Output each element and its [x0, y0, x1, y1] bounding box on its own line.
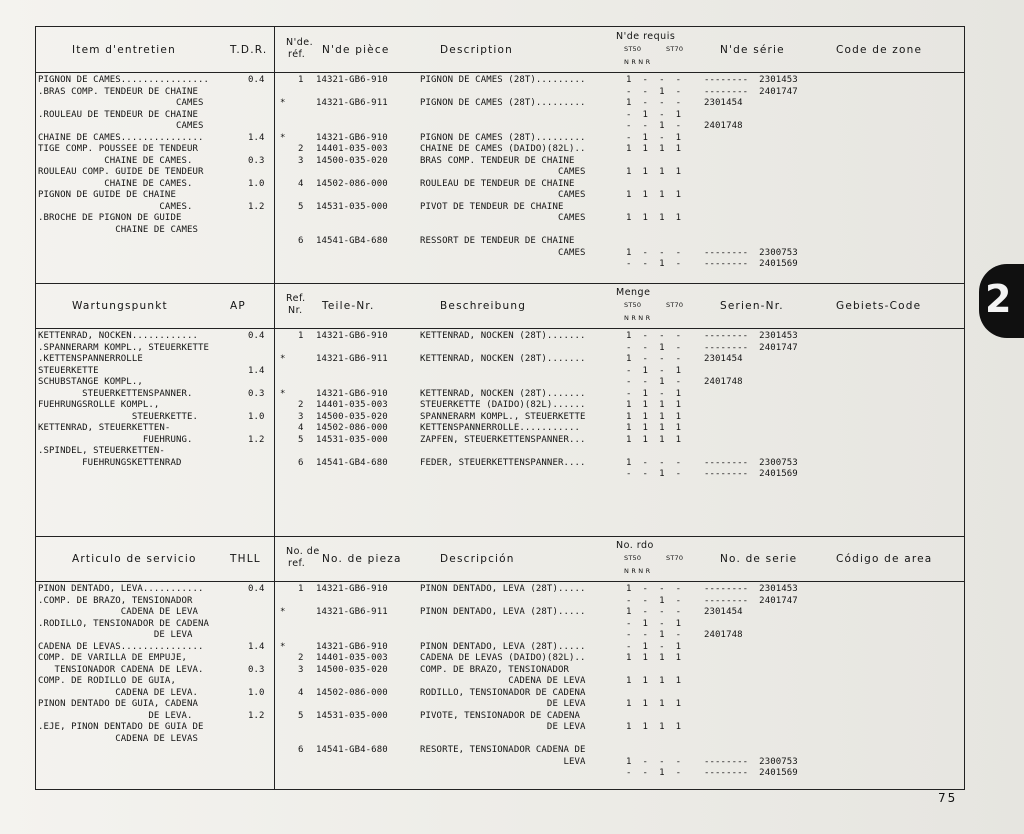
part-description: CHAINE DE CAMES (DAIDO)(82L)..	[420, 144, 586, 154]
quantity-column-header: N'de requis	[616, 31, 676, 42]
part-description: RESORTE, TENSIONADOR CADENA DE	[420, 745, 586, 755]
tdr-value: 0.4	[248, 75, 265, 85]
serial-number: -------- 2401747	[704, 342, 798, 353]
maintenance-item-text: TIGE COMP. POUSSEE DE TENDEUR	[38, 144, 199, 154]
reference-number: 2	[298, 144, 304, 154]
tdr-value: 1.4	[248, 641, 265, 652]
part-description: CAMES	[420, 190, 586, 200]
serial-number: -------- 2301453	[704, 331, 798, 341]
maintenance-item-text: ROULEAU COMP. GUIDE DE TENDEUR	[38, 167, 204, 177]
serial-number: -------- 2401747	[704, 595, 798, 606]
part-description: KETTENRAD, NOCKEN (28T).......	[420, 331, 586, 341]
serial-number: -------- 2301453	[704, 584, 798, 594]
maintenance-item-text: .EJE, PINON DENTADO DE GUIA DE	[38, 722, 204, 732]
reference-number: 5	[298, 434, 304, 445]
quantity-values: 1 1 1 1	[626, 676, 682, 686]
part-number: 14502-086-000	[316, 687, 388, 698]
part-description: SPANNERARM KOMPL., STEUERKETTE	[420, 411, 586, 422]
part-description: CADENA DE LEVA	[420, 676, 586, 686]
serial-number: -------- 2300753	[704, 756, 798, 767]
serial-column-header: Serien-Nr.	[720, 300, 784, 312]
section-header	[36, 283, 964, 329]
quantity-values: - 1 - 1	[626, 388, 682, 399]
tdr-value: 1.0	[248, 178, 265, 189]
item-column-header: Item d'entretien	[72, 44, 176, 56]
maintenance-item-text: .KETTENSPANNERROLLE	[38, 354, 143, 364]
tdr-value: 1.0	[248, 687, 265, 698]
quantity-values: - - 1 -	[626, 630, 682, 640]
section-french	[36, 27, 964, 283]
serial-number: -------- 2401569	[704, 768, 798, 778]
part-number: 14500-035-020	[316, 664, 388, 675]
reference-number: 6	[298, 236, 304, 246]
model-st70-label: ST70	[666, 45, 684, 53]
quantity-values: - 1 - 1	[626, 365, 682, 376]
section-header	[36, 536, 964, 582]
serial-column-header: N'de série	[720, 44, 785, 56]
quantity-values: 1 1 1 1	[626, 653, 682, 663]
quantity-values: - - 1 -	[626, 342, 682, 353]
maintenance-item-text: .COMP. DE BRAZO, TENSIONADOR	[38, 595, 193, 606]
quantity-values: 1 1 1 1	[626, 434, 682, 445]
tdr-value: 0.3	[248, 388, 265, 399]
ref-column-header: Ref.	[286, 293, 306, 304]
serial-number: -------- 2401569	[704, 469, 798, 479]
part-description: RODILLO, TENSIONADOR DE CADENA	[420, 687, 586, 698]
description-column-header: Descripción	[440, 553, 515, 565]
tdr-value: 0.4	[248, 584, 265, 594]
superseded-marker: *	[280, 641, 286, 652]
part-description: PIVOT DE TENDEUR DE CHAINE	[420, 201, 564, 212]
quantity-values: 1 - - -	[626, 457, 682, 468]
quantity-values: - 1 - 1	[626, 132, 682, 143]
item-column-header: Wartungspunkt	[72, 300, 168, 312]
maintenance-item-text: CAMES	[38, 98, 204, 108]
description-column-header: Beschreibung	[440, 300, 527, 312]
parts-table-frame	[35, 26, 965, 790]
quantity-values: 1 1 1 1	[626, 400, 682, 410]
quantity-values: 1 1 1 1	[626, 167, 682, 177]
zone-column-header: Gebiets-Code	[836, 300, 922, 312]
maintenance-item-text: CAMES.	[38, 201, 193, 212]
superseded-marker: *	[280, 98, 286, 108]
serial-number: 2401748	[704, 377, 743, 387]
quantity-values: - 1 - 1	[626, 641, 682, 652]
model-st50-label: ST50	[624, 554, 642, 562]
maintenance-item-text: COMP. DE RODILLO DE GUIA,	[38, 676, 176, 686]
model-st70-label: ST70	[666, 301, 684, 309]
quantity-values: 1 1 1 1	[626, 411, 682, 422]
reference-number: 5	[298, 201, 304, 212]
tdr-value: 1.2	[248, 201, 265, 212]
part-description: CAMES	[420, 213, 586, 223]
part-number: 14321-GB6-910	[316, 388, 388, 399]
part-number-column-header: Teile-Nr.	[322, 300, 375, 312]
part-number: 14321-GB6-911	[316, 98, 388, 108]
section-spanish	[36, 536, 964, 789]
quantity-values: - - 1 -	[626, 121, 682, 131]
part-number: 14500-035-020	[316, 155, 388, 166]
serial-number: 2401748	[704, 121, 743, 131]
quantity-values: - - 1 -	[626, 377, 682, 387]
quantity-values: 1 1 1 1	[626, 190, 682, 200]
part-description: RESSORT DE TENDEUR DE CHAINE	[420, 236, 575, 246]
section-header	[36, 27, 964, 73]
maintenance-item-text: CHAINE DE CAMES.	[38, 178, 193, 189]
tdr-column-header: THLL	[230, 553, 261, 565]
part-description: PIGNON DE CAMES (28T).........	[420, 98, 586, 108]
part-description: STEUERKETTE (DAIDO)(82L)......	[420, 400, 586, 410]
part-description: KETTENRAD, NOCKEN (28T).......	[420, 388, 586, 399]
maintenance-item-text: PINON DENTADO DE GUIA, CADENA	[38, 699, 199, 709]
reference-number: 1	[298, 584, 304, 594]
maintenance-item-text: STEUERKETTE	[38, 365, 99, 376]
nr-subheader: N R N R	[624, 314, 651, 322]
chapter-tab	[979, 264, 1024, 338]
part-description: CAMES	[420, 247, 586, 258]
nr-subheader: N R N R	[624, 567, 651, 575]
zone-column-header: Code de zone	[836, 44, 923, 56]
quantity-values: - - 1 -	[626, 469, 682, 479]
model-st50-label: ST50	[624, 301, 642, 309]
maintenance-item-text: PIGNON DE CAMES................	[38, 75, 210, 85]
maintenance-item-text: STEUERKETTE.	[38, 411, 199, 422]
part-number: 14502-086-000	[316, 423, 388, 433]
part-number-column-header: No. de pieza	[322, 553, 402, 565]
quantity-column-header: Menge	[616, 287, 651, 298]
maintenance-item-text: CHAINE DE CAMES...............	[38, 132, 204, 143]
tdr-column-header: T.D.R.	[230, 44, 268, 56]
part-description: LEVA	[420, 756, 586, 767]
tdr-value: 0.4	[248, 331, 265, 341]
superseded-marker: *	[280, 354, 286, 364]
maintenance-item-text: KETTENRAD, STEUERKETTEN-	[38, 423, 171, 433]
ref-column-header-line2: Nr.	[288, 305, 303, 316]
maintenance-item-text: KETTENRAD, NOCKEN............	[38, 331, 199, 341]
maintenance-item-text: CHAINE DE CAMES	[38, 224, 199, 235]
maintenance-item-text: PINON DENTADO, LEVA...........	[38, 584, 204, 594]
quantity-values: 1 1 1 1	[626, 722, 682, 732]
quantity-values: 1 1 1 1	[626, 213, 682, 223]
tdr-value: 1.0	[248, 411, 265, 422]
quantity-values: 1 - - -	[626, 607, 682, 617]
maintenance-item-text: .SPANNERARM KOMPL., STEUERKETTE	[38, 342, 210, 353]
quantity-values: - - 1 -	[626, 768, 682, 778]
quantity-values: - - 1 -	[626, 595, 682, 606]
tdr-value: 0.3	[248, 155, 265, 166]
part-description: CAMES	[420, 167, 586, 177]
part-number: 14541-GB4-680	[316, 457, 388, 468]
serial-number: -------- 2300753	[704, 457, 798, 468]
maintenance-item-text: STEUERKETTENSPANNER.	[38, 388, 193, 399]
tdr-value: 1.2	[248, 434, 265, 445]
part-description: ROULEAU DE TENDEUR DE CHAINE	[420, 178, 575, 189]
tdr-value: 1.4	[248, 365, 265, 376]
maintenance-item-text: CADENA DE LEVAS...............	[38, 641, 204, 652]
maintenance-item-text: FUEHRUNGSROLLE KOMPL.,	[38, 400, 160, 410]
maintenance-item-text: CADENA DE LEVA	[38, 607, 199, 617]
reference-number: 1	[298, 331, 304, 341]
page-number: 75	[938, 791, 958, 805]
description-column-header: Description	[440, 44, 514, 56]
maintenance-item-text: CADENA DE LEVA.	[38, 687, 199, 698]
maintenance-item-text: SCHUBSTANGE KOMPL.,	[38, 377, 143, 387]
tdr-value: 1.4	[248, 132, 265, 143]
serial-column-header: No. de serie	[720, 553, 798, 565]
maintenance-item-text: .ROULEAU DE TENDEUR DE CHAINE	[38, 109, 199, 120]
tdr-value: 1.2	[248, 710, 265, 721]
reference-number: 3	[298, 155, 304, 166]
model-st50-label: ST50	[624, 45, 642, 53]
maintenance-item-text: TENSIONADOR CADENA DE LEVA.	[38, 664, 204, 675]
serial-number: -------- 2301453	[704, 75, 798, 85]
part-number: 14401-035-003	[316, 400, 388, 410]
reference-number: 3	[298, 411, 304, 422]
maintenance-item-text: FUEHRUNG.	[38, 434, 193, 445]
part-description: PINON DENTADO, LEVA (28T).....	[420, 607, 586, 617]
part-description: DE LEVA	[420, 722, 586, 732]
part-description: FEDER, STEUERKETTENSPANNER....	[420, 457, 586, 468]
serial-number: 2401748	[704, 630, 743, 640]
serial-number: 2301454	[704, 98, 743, 108]
part-number: 14401-035-003	[316, 144, 388, 154]
tdr-value: 0.3	[248, 664, 265, 675]
reference-number: 4	[298, 687, 304, 698]
quantity-values: 1 - - -	[626, 75, 682, 85]
ref-column-header: No. de	[286, 546, 320, 557]
quantity-values: 1 - - -	[626, 247, 682, 258]
serial-number: -------- 2401569	[704, 259, 798, 269]
maintenance-item-text: .SPINDEL, STEUERKETTEN-	[38, 446, 165, 456]
serial-number: -------- 2401747	[704, 86, 798, 97]
maintenance-item-text: DE LEVA	[38, 630, 193, 640]
maintenance-item-text: FUEHRUNGSKETTENRAD	[38, 457, 182, 468]
quantity-values: 1 1 1 1	[626, 699, 682, 709]
maintenance-item-text: CAMES	[38, 121, 204, 131]
part-number-column-header: N'de pièce	[322, 44, 390, 56]
superseded-marker: *	[280, 132, 286, 143]
reference-number: 3	[298, 664, 304, 675]
quantity-values: 1 - - -	[626, 331, 682, 341]
part-number: 14321-GB6-910	[316, 75, 388, 85]
serial-number: 2301454	[704, 354, 743, 364]
zone-column-header: Código de area	[836, 553, 933, 565]
item-column-header: Articulo de servicio	[72, 553, 197, 565]
part-description: PIVOTE, TENSIONADOR DE CADENA	[420, 710, 581, 721]
quantity-values: 1 - - -	[626, 98, 682, 108]
quantity-values: 1 - - -	[626, 584, 682, 594]
part-description: PIGNON DE CAMES (28T).........	[420, 75, 586, 85]
part-description: BRAS COMP. TENDEUR DE CHAINE	[420, 155, 575, 166]
quantity-column-header: No. rdo	[616, 540, 654, 551]
model-st70-label: ST70	[666, 554, 684, 562]
nr-subheader: N R N R	[624, 58, 651, 66]
part-number: 14321-GB6-911	[316, 607, 388, 617]
ref-column-header-line2: ref.	[288, 558, 306, 569]
superseded-marker: *	[280, 388, 286, 399]
part-description: PINON DENTADO, LEVA (28T).....	[420, 584, 586, 594]
part-number: 14541-GB4-680	[316, 236, 388, 246]
maintenance-item-text: .BROCHE DE PIGNON DE GUIDE	[38, 213, 182, 223]
part-description: DE LEVA	[420, 699, 586, 709]
maintenance-item-text: COMP. DE VARILLA DE EMPUJE,	[38, 653, 187, 663]
part-number: 14531-035-000	[316, 201, 388, 212]
part-number: 14321-GB6-910	[316, 584, 388, 594]
maintenance-item-text: DE LEVA.	[38, 710, 193, 721]
quantity-values: - - 1 -	[626, 86, 682, 97]
part-description: PINON DENTADO, LEVA (28T).....	[420, 641, 586, 652]
part-description: CADENA DE LEVAS (DAIDO)(82L)..	[420, 653, 586, 663]
quantity-values: - - 1 -	[626, 259, 682, 269]
quantity-values: 1 1 1 1	[626, 423, 682, 433]
part-number: 14321-GB6-911	[316, 354, 388, 364]
chapter-number: 2	[985, 277, 1012, 321]
superseded-marker: *	[280, 607, 286, 617]
part-number: 14541-GB4-680	[316, 745, 388, 755]
reference-number: 2	[298, 653, 304, 663]
part-number: 14531-035-000	[316, 710, 388, 721]
part-description: ZAPFEN, STEUERKETTENSPANNER...	[420, 434, 586, 445]
quantity-values: 1 - - -	[626, 354, 682, 364]
part-description: KETTENRAD, NOCKEN (28T).......	[420, 354, 586, 364]
part-number: 14321-GB6-910	[316, 641, 388, 652]
maintenance-item-text: .RODILLO, TENSIONADOR DE CADENA	[38, 618, 210, 629]
maintenance-item-text: CHAINE DE CAMES.	[38, 155, 193, 166]
part-number: 14321-GB6-910	[316, 331, 388, 341]
part-description: PIGNON DE CAMES (28T).........	[420, 132, 586, 143]
part-number: 14321-GB6-910	[316, 132, 388, 143]
maintenance-item-text: PIGNON DE GUIDE DE CHAINE	[38, 190, 176, 200]
part-number: 14502-086-000	[316, 178, 388, 189]
part-number: 14401-035-003	[316, 653, 388, 663]
maintenance-item-text: CADENA DE LEVAS	[38, 733, 199, 744]
reference-number: 5	[298, 710, 304, 721]
part-number: 14500-035-020	[316, 411, 388, 422]
reference-number: 6	[298, 745, 304, 755]
ref-column-header: N'de.	[286, 37, 314, 48]
reference-number: 2	[298, 400, 304, 410]
reference-number: 6	[298, 457, 304, 468]
part-number: 14531-035-000	[316, 434, 388, 445]
serial-number: 2301454	[704, 607, 743, 617]
maintenance-item-text: .BRAS COMP. TENDEUR DE CHAINE	[38, 86, 199, 97]
tdr-column-header: AP	[230, 300, 246, 312]
reference-number: 1	[298, 75, 304, 85]
reference-number: 4	[298, 178, 304, 189]
quantity-values: - 1 - 1	[626, 618, 682, 629]
serial-number: -------- 2300753	[704, 247, 798, 258]
quantity-values: - 1 - 1	[626, 109, 682, 120]
ref-column-header-line2: réf.	[288, 49, 306, 60]
reference-number: 4	[298, 423, 304, 433]
quantity-values: 1 1 1 1	[626, 144, 682, 154]
part-description: KETTENSPANNERROLLE...........	[420, 423, 581, 433]
quantity-values: 1 - - -	[626, 756, 682, 767]
part-description: COMP. DE BRAZO, TENSIONADOR	[420, 664, 569, 675]
section-german	[36, 283, 964, 536]
